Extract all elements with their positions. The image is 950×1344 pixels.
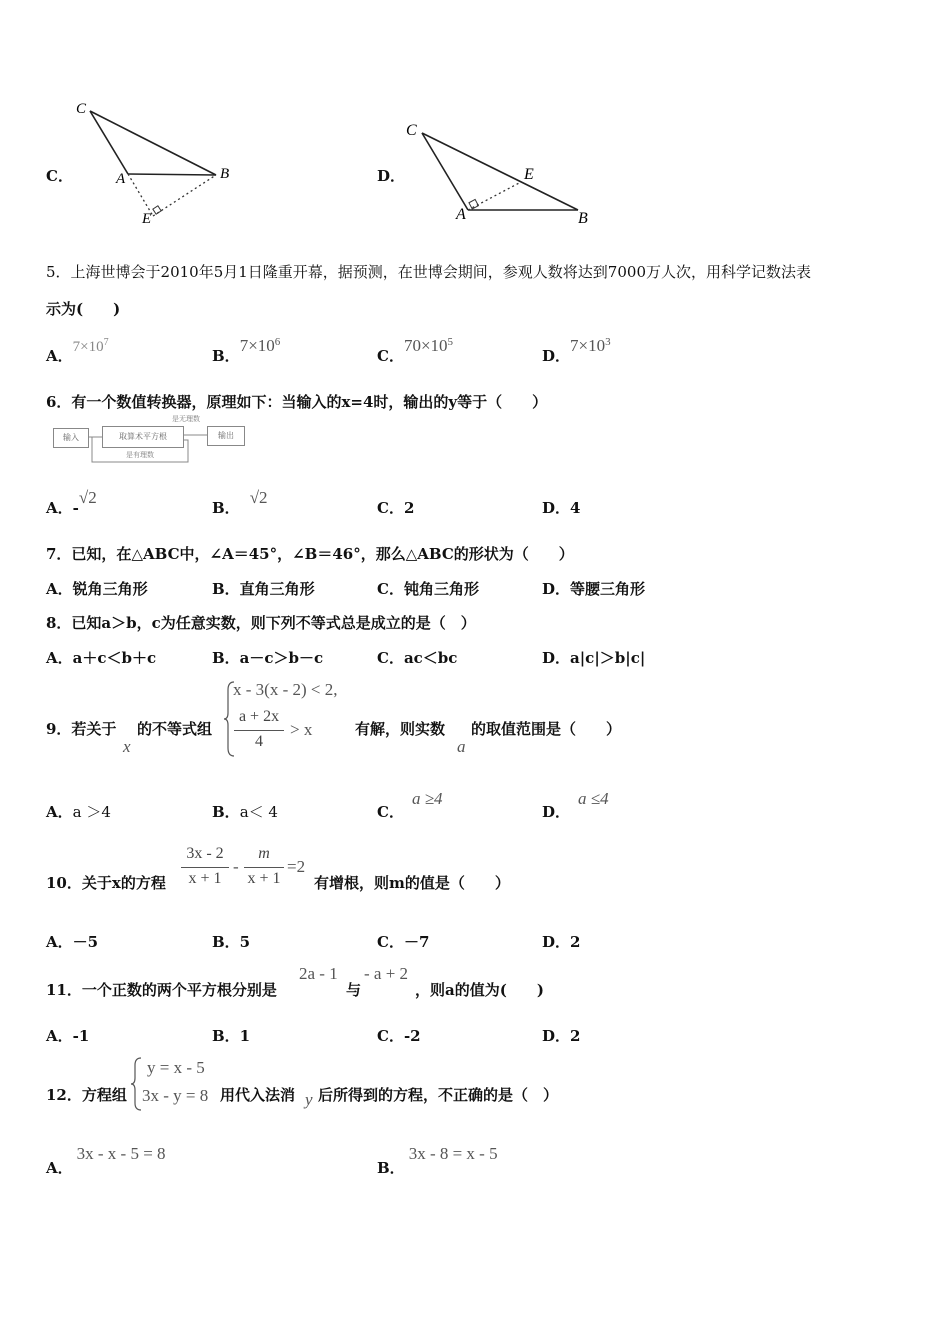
q11-stem-b: 与: [346, 981, 362, 999]
segment-eb-dashed: [153, 175, 216, 216]
q4-option-c-label: C．: [46, 167, 73, 185]
q8-option-b[interactable]: B．a－c＞b－c: [212, 649, 324, 667]
q11-stem-a: 11．一个正数的两个平方根分别是: [46, 981, 277, 999]
q12-option-b[interactable]: B．3x - 8 = x - 5: [377, 1144, 498, 1177]
q4-option-d-label: D．: [377, 167, 406, 185]
q7-option-c[interactable]: C．钝角三角形: [377, 580, 479, 598]
q6-option-c[interactable]: C．2: [377, 499, 415, 517]
q10-option-b[interactable]: B．5: [212, 933, 251, 951]
q5-option-c[interactable]: C．$70\times 10^5$: [377, 336, 454, 365]
q10-fraction1-bar: [181, 867, 229, 868]
q11-expr2: - a + 2: [364, 964, 409, 983]
q10-fraction2-bar: [244, 867, 284, 868]
q5-option-a[interactable]: A．$7\times 10^7$: [46, 337, 109, 365]
q9-ineq2-rhs: > x: [290, 720, 313, 739]
q10-minus: -: [233, 857, 239, 876]
q4-option-c-figure: [70, 95, 240, 225]
q12-stem-c: 后所得到的方程，不正确的是（ ）: [318, 1086, 559, 1104]
q9-option-b[interactable]: B．a＜ 4: [212, 803, 278, 821]
q9-stem-a: 9．若关于: [46, 720, 117, 738]
q12-stem-b: 用代入法消: [220, 1086, 296, 1104]
q11-expr1: 2a - 1: [299, 964, 338, 983]
point-b-label: B: [578, 210, 588, 227]
q9-option-a[interactable]: A．a ＞4: [46, 803, 111, 821]
q12-option-a[interactable]: A．3x - x - 5 = 8: [46, 1144, 166, 1177]
q9-inequality-1: x - 3(x - 2) < 2,: [233, 680, 338, 699]
q6-option-a[interactable]: A．-√2: [46, 488, 97, 517]
q11-option-a[interactable]: A．-1: [46, 1027, 90, 1045]
q10-rhs: =2: [287, 857, 306, 876]
q7-option-a[interactable]: A．锐角三角形: [46, 580, 148, 598]
q5-stem-line1: 5．上海世博会于2010年5月1日隆重开幕，据预测，在世博会期间，参观人数将达到7000万人次，用科学记数法表: [46, 263, 811, 281]
q9-option-c[interactable]: C．a ≥4: [377, 789, 443, 821]
q12-equation-2: 3x - y = 8: [142, 1086, 209, 1105]
q12-stem-a: 12．方程组: [46, 1086, 127, 1104]
flow-input-box: 输入: [53, 428, 89, 448]
q12-system-brace: [129, 1056, 143, 1112]
q9-stem-c: 有解，则实数: [355, 720, 446, 738]
q5-stem-line2: 示为( ): [46, 300, 121, 318]
point-c-label: C: [76, 101, 87, 117]
q6-stem: 6．有一个数值转换器，原理如下：当输入的x=4时，输出的y等于（ ）: [46, 393, 548, 411]
q10-option-d[interactable]: D．2: [542, 933, 581, 951]
q7-stem: 7．已知，在△ABC中，∠A＝45°，∠B＝46°，那么△ABC的形状为（ ）: [46, 545, 574, 563]
point-a-label: A: [116, 171, 126, 187]
q9-ineq2-fraction-bar: [234, 730, 284, 731]
q9-var-a: a: [457, 737, 466, 756]
flow-process-box: 取算术平方根: [102, 426, 184, 448]
q11-stem-c: ，则a的值为( ): [415, 981, 544, 999]
q12-equation-1: y = x - 5: [147, 1058, 205, 1077]
q4-option-d-figure: [400, 115, 600, 230]
q10-stem-b: 有增根，则m的值是（ ）: [314, 874, 510, 892]
flow-arrows: [50, 420, 250, 468]
q10-fraction1-numerator: 3x - 2: [186, 845, 224, 862]
q8-option-c[interactable]: C．ac＜bc: [377, 649, 458, 667]
q11-option-d[interactable]: D．2: [542, 1027, 581, 1045]
q11-option-c[interactable]: C．-2: [377, 1027, 421, 1045]
q7-option-d[interactable]: D．等腰三角形: [542, 580, 646, 598]
q9-var-x: x: [123, 737, 131, 756]
q11-option-b[interactable]: B．1: [212, 1027, 251, 1045]
point-e-label: E: [524, 166, 534, 183]
segment-ae-dashed: [468, 182, 521, 210]
point-c-label: C: [406, 122, 417, 139]
q9-option-d[interactable]: D．a ≤4: [542, 789, 609, 821]
flow-irrational-label: 是无理数: [172, 415, 200, 423]
q8-option-d[interactable]: D．a|c|＞b|c|: [542, 649, 646, 667]
flow-rational-label: 是有理数: [126, 451, 154, 459]
q10-fraction1-denominator: x + 1: [188, 870, 222, 887]
point-e-label: E: [142, 211, 152, 225]
point-a-label: A: [456, 206, 466, 223]
q8-stem: 8．已知a＞b，c为任意实数，则下列不等式总是成立的是（ ）: [46, 614, 476, 632]
q10-stem-a: 10．关于x的方程: [46, 874, 166, 892]
q12-var-y: y: [305, 1090, 313, 1109]
flow-output-box: 输出: [207, 426, 245, 446]
q6-option-d[interactable]: D．4: [542, 499, 581, 517]
q9-ineq2-denominator: 4: [255, 733, 263, 750]
q10-fraction2-numerator: m: [258, 845, 270, 862]
q9-ineq2-numerator: a + 2x: [238, 708, 280, 725]
q6-option-b[interactable]: B．√2: [212, 488, 268, 517]
q10-option-a[interactable]: A．－5: [46, 933, 99, 951]
q8-option-a[interactable]: A．a＋c＜b＋c: [46, 649, 157, 667]
q9-stem-d: 的取值范围是（ ）: [471, 720, 622, 738]
q10-fraction2-denominator: x + 1: [247, 870, 281, 887]
segment-ab: [128, 174, 216, 175]
q6-flowchart: [50, 415, 250, 468]
q7-option-b[interactable]: B．直角三角形: [212, 580, 315, 598]
q10-option-c[interactable]: C．－7: [377, 933, 430, 951]
point-b-label: B: [220, 166, 230, 182]
q9-stem-b: 的不等式组: [137, 720, 213, 738]
segment-ae-dashed: [128, 174, 153, 216]
q5-option-b[interactable]: B．$7\times 10^6$: [212, 336, 281, 365]
q5-option-d[interactable]: D．$7\times 10^3$: [542, 336, 611, 365]
